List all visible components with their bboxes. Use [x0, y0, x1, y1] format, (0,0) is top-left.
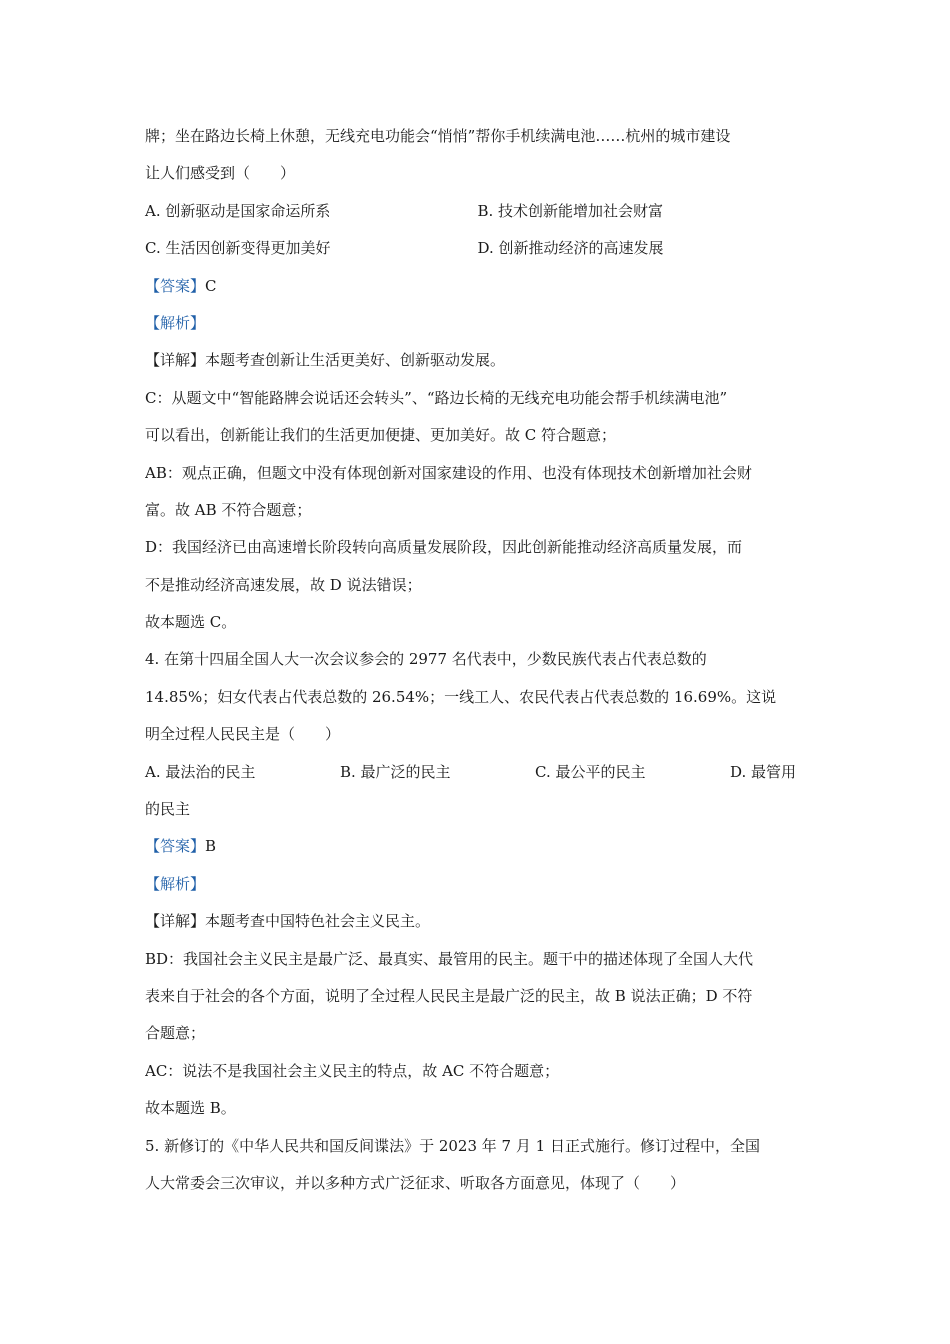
- q3-option-a: A. 创新驱动是国家命运所系: [145, 201, 331, 220]
- q4-stem-line: 4. 在第十四届全国人大一次会议参会的 2977 名代表中，少数民族代表占代表总数的: [145, 650, 707, 669]
- q3-explanation-line: C：从题文中“智能路牌会说话还会转头”、“路边长椅的无线充电功能会帮手机续满电池”: [145, 388, 728, 407]
- q5-stem-line: 人大常委会三次审议，并以多种方式广泛征求、听取各方面意见，体现了（ ）: [145, 1173, 686, 1192]
- q3-option-c: C. 生活因创新变得更加美好: [145, 239, 331, 258]
- q4-explanation-line: 【详解】本题考查中国特色社会主义民主。: [145, 912, 431, 931]
- q4-explanation-line: BD：我国社会主义民主是最广泛、最真实、最管用的民主。题干中的描述体现了全国人大代: [145, 949, 754, 968]
- q3-option-b: B. 技术创新能增加社会财富: [477, 201, 664, 220]
- q3-stem-line: 让人们感受到（ ）: [145, 164, 296, 183]
- q3-options-row: [145, 230, 810, 267]
- q4-analysis-tag: 【解析】: [145, 874, 206, 893]
- q4-options-row: [145, 754, 810, 791]
- answer-value: C: [205, 276, 217, 295]
- q4-explanation-line: 表来自于社会的各个方面，说明了全过程人民民主是最广泛的民主，故 B 说法正确；D 不符: [145, 986, 753, 1005]
- answer-tag: 【答案】: [145, 276, 206, 295]
- q4-answer: [145, 828, 810, 865]
- q3-explanation-line: 不是推动经济高速发展，故 D 说法错误；: [145, 575, 422, 594]
- q4-stem-line: 14.85%；妇女代表占代表总数的 26.54%；一线工人、农民代表占代表总数的 16.69%。这说: [145, 687, 777, 706]
- q3-stem-line: 牌；坐在路边长椅上休憩，无线充电功能会“悄悄”帮你手机续满电池……杭州的城市建设: [145, 127, 731, 145]
- q4-stem-line: 明全过程人民民主是（ ）: [145, 725, 341, 744]
- q3-explanation-line: 故本题选 C。: [145, 613, 237, 632]
- q3-options-row: [145, 193, 810, 230]
- q4-option-c: C. 最公平的民主: [535, 762, 646, 781]
- q4-option-b: B. 最广泛的民主: [340, 762, 451, 781]
- answer-tag: 【答案】: [145, 837, 206, 856]
- q4-explanation-line: 故本题选 B。: [145, 1099, 236, 1118]
- q5-stem-line: 5. 新修订的《中华人民共和国反间谍法》于 2023 年 7 月 1 日正式施行。修订过程中，全国: [145, 1136, 760, 1155]
- answer-value: B: [205, 837, 217, 856]
- q3-explanation-line: 富。故 AB 不符合题意；: [145, 500, 312, 519]
- q4-option-wrap: 的民主: [145, 800, 191, 819]
- q3-explanation-line: D：我国经济已由高速增长阶段转向高质量发展阶段，因此创新能推动经济高质量发展，而: [145, 538, 743, 557]
- q3-explanation-line: 【详解】本题考查创新让生活更美好、创新驱动发展。: [145, 351, 506, 370]
- q4-option-d: D. 最管用: [730, 762, 797, 781]
- q4-explanation-line: 合题意；: [145, 1024, 206, 1043]
- document-page: [145, 118, 810, 1202]
- q3-analysis-tag: 【解析】: [145, 313, 206, 332]
- q3-answer: [145, 268, 810, 305]
- q3-option-d: D. 创新推动经济的高速发展: [477, 239, 664, 258]
- q4-option-a: A. 最法治的民主: [145, 762, 256, 781]
- q3-explanation-line: AB：观点正确，但题文中没有体现创新对国家建设的作用、也没有体现技术创新增加社会财: [145, 463, 752, 482]
- q4-explanation-line: AC：说法不是我国社会主义民主的特点，故 AC 不符合题意；: [145, 1061, 560, 1080]
- q3-explanation-line: 可以看出，创新能让我们的生活更加便捷、更加美好。故 C 符合题意；: [145, 426, 617, 445]
